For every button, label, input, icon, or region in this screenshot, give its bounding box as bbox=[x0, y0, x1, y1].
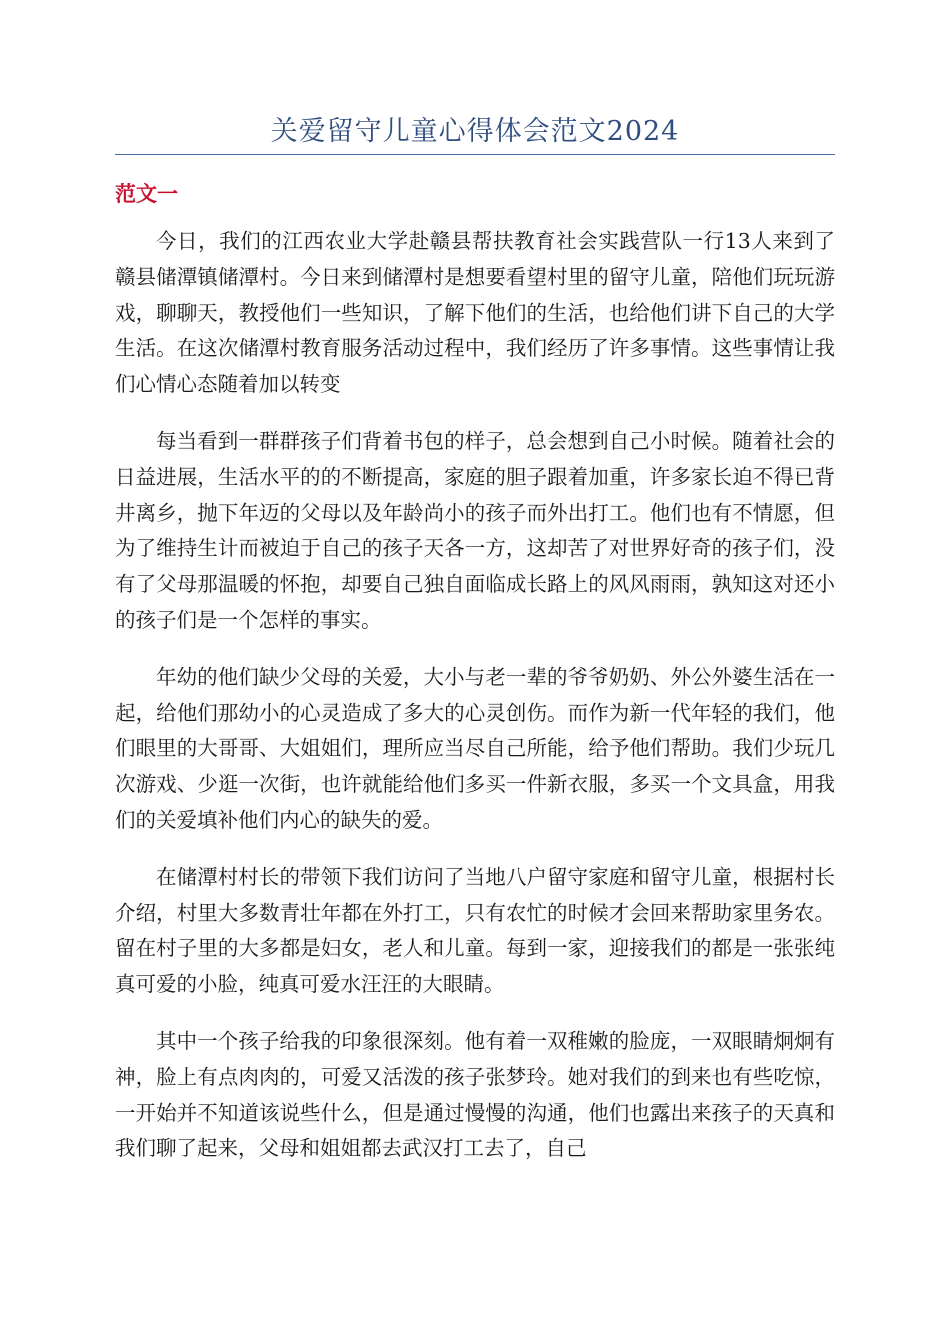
document-title: 关爱留守儿童心得体会范文2024 bbox=[270, 116, 680, 147]
paragraph: 在储潭村村长的带领下我们访问了当地八户留守家庭和留守儿童，根据村长介绍，村里大多数青壮年都在外打工，只有农忙的时候才会回来帮助家里务农。留在村子里的大多都是妇女，老人和儿童。每到一家，迎接我们的都是一张张纯真可爱的小脸，纯真可爱水汪汪的大眼睛。 bbox=[115, 864, 835, 997]
paragraph: 每当看到一群群孩子们背着书包的样子，总会想到自己小时候。随着社会的日益进展，生活水平的的不断提高，家庭的胆子跟着加重，许多家长迫不得已背井离乡，抛下年迈的父母以及年龄尚小的孩子而外出打工。他们也有不情愿，但为了维持生计而被迫于自己的孩子天各一方，这却苦了对世界好奇的孩子们，没有了父母那温暖的怀抱，却要自己独自面临成长路上的风风雨雨，孰知这对还小的孩子们是一个怎样的事实。 bbox=[115, 428, 835, 632]
paragraph: 其中一个孩子给我的印象很深刻。他有着一双稚嫩的脸庞，一双眼睛炯炯有神，脸上有点肉肉的，可爱又活泼的孩子张梦玲。她对我们的到来也有些吃惊，一开始并不知道该说些什么，但是通过慢慢的沟通，他们也露出来孩子的天真和我们聊了起来，父母和姐姐都去武汉打工去了，自己 bbox=[115, 1028, 835, 1161]
paragraph: 今日，我们的江西农业大学赴赣县帮扶教育社会实践营队一行13人来到了赣县储潭镇储潭村。今日来到储潭村是想要看望村里的留守儿童，陪他们玩玩游戏，聊聊天，教授他们一些知识，了解下他们的生活，也给他们讲下自己的大学生活。在这次储潭村教育服务活动过程中，我们经历了许多事情。这些事情让我们心情心态随着加以转变 bbox=[115, 229, 835, 397]
document-body bbox=[115, 224, 835, 1188]
paragraph: 年幼的他们缺少父母的关爱，大小与老一辈的爷爷奶奶、外公外婆生活在一起，给他们那幼小的心灵造成了多大的心灵创伤。而作为新一代年轻的我们，他们眼里的大哥哥、大姐姐们，理所应当尽自己所能，给予他们帮助。我们少玩几次游戏、少逛一次街，也许就能给他们多买一件新衣服，多买一个文具盒，用我们的关爱填补他们内心的缺失的爱。 bbox=[115, 664, 835, 832]
title-underline bbox=[115, 154, 835, 155]
section-heading: 范文一 bbox=[115, 182, 178, 206]
